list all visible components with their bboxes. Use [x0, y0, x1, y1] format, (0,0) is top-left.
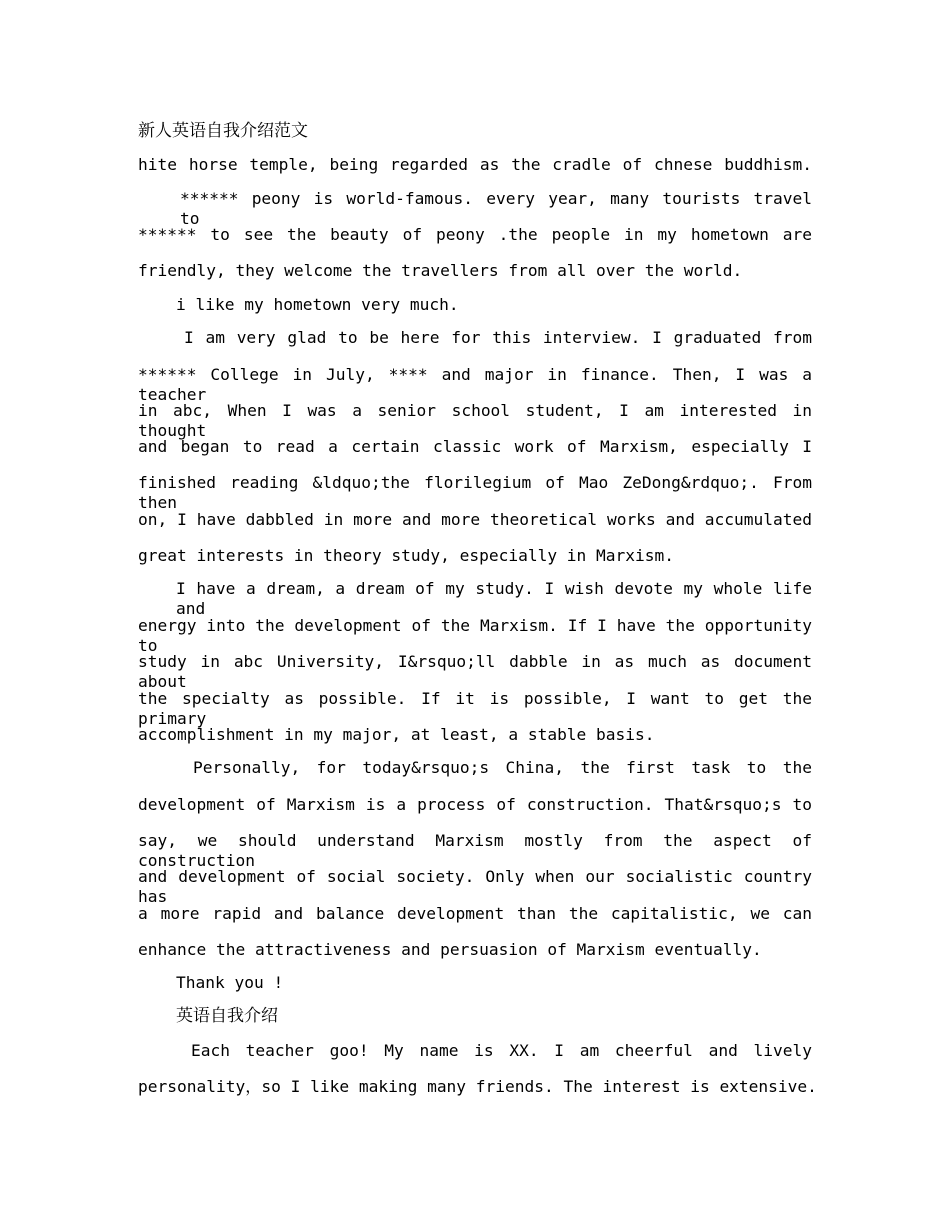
text-line: great interests in theory study, especially in Marxism. — [138, 546, 675, 565]
text-line: ****** to see the beauty of peony .the people in my hometown are — [138, 225, 812, 244]
text-line: personality，so I like making many friends. The interest is extensive. — [138, 1077, 817, 1096]
document-title: 新人英语自我介绍范文 — [138, 121, 308, 141]
text-line: Thank you ! — [176, 973, 284, 992]
text-line: Personally, for today&rsquo;s China, the first task to the — [193, 758, 812, 777]
text-line: and began to read a certain classic work of Marxism, especially I — [138, 437, 812, 456]
text-line: say, we should understand Marxism mostly from the aspect of construction — [138, 831, 812, 870]
text-line: friendly, they welcome the travellers from all over the world. — [138, 261, 743, 280]
text-line: study in abc University, I&rsquo;ll dabble in as much as document about — [138, 652, 812, 691]
text-line: development of Marxism is a process of construction. That&rsquo;s to — [138, 795, 812, 814]
section-heading: 英语自我介绍 — [176, 1006, 278, 1026]
text-line: accomplishment in my major, at least, a stable basis. — [138, 725, 655, 744]
text-line: energy into the development of the Marxism. If I have the opportunity to — [138, 616, 812, 655]
text-line: Each teacher goo! My name is XX. I am cheerful and lively — [191, 1041, 812, 1060]
text-line: ****** College in July, **** and major in finance. Then, I was a teacher — [138, 365, 812, 404]
text-line: enhance the attractiveness and persuasion of Marxism eventually. — [138, 940, 762, 959]
text-line: hite horse temple, being regarded as the cradle of chnese buddhism. — [138, 155, 812, 174]
text-line: a more rapid and balance development than the capitalistic, we can — [138, 904, 812, 923]
text-line: the specialty as possible. If it is possible, I want to get the primary — [138, 689, 812, 728]
text-line: I have a dream, a dream of my study. I wish devote my whole life and — [176, 579, 812, 618]
text-line: I am very glad to be here for this interview. I graduated from — [184, 328, 812, 347]
text-line: finished reading &ldquo;the florilegium of Mao ZeDong&rdquo;. From then — [138, 473, 812, 512]
text-line: i like my hometown very much. — [176, 295, 459, 314]
text-line: on, I have dabbled in more and more theoretical works and accumulated — [138, 510, 812, 529]
text-line: and development of social society. Only when our socialistic country has — [138, 867, 812, 906]
text-line: in abc, When I was a senior school student, I am interested in thought — [138, 401, 812, 440]
text-line: ****** peony is world-famous. every year, many tourists travel to — [180, 189, 812, 228]
